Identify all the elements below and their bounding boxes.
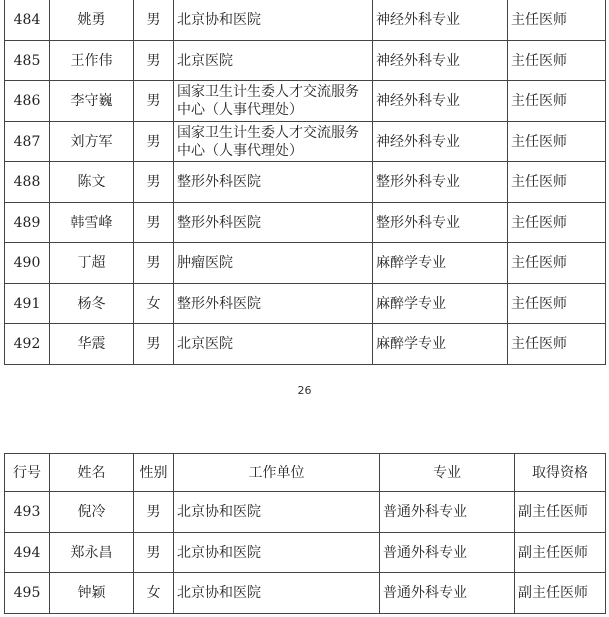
major-cell: 神经外科专业 bbox=[373, 41, 508, 81]
major-cell: 整形外科专业 bbox=[373, 162, 508, 203]
row-number-cell: 488 bbox=[5, 162, 50, 203]
work-unit-cell: 北京协和医院 bbox=[174, 573, 380, 614]
table-row bbox=[5, 162, 606, 203]
gender-cell: 女 bbox=[134, 573, 174, 614]
table-row bbox=[5, 533, 606, 573]
row-number-cell: 491 bbox=[5, 284, 50, 324]
header-gender: 性别 bbox=[134, 454, 174, 492]
person-name-cell: 郑永昌 bbox=[50, 533, 134, 573]
gender-cell: 男 bbox=[134, 243, 174, 284]
qualification-table-page1 bbox=[4, 0, 606, 365]
qualification-cell: 主任医师 bbox=[508, 0, 606, 41]
row-number-cell: 489 bbox=[5, 203, 50, 243]
row-number-cell: 495 bbox=[5, 573, 50, 614]
gender-cell: 男 bbox=[134, 81, 174, 122]
person-name-cell: 钟颖 bbox=[50, 573, 134, 614]
table-row bbox=[5, 81, 606, 122]
header-unit: 工作单位 bbox=[174, 454, 380, 492]
gender-cell: 男 bbox=[134, 122, 174, 162]
work-unit-cell: 北京协和医院 bbox=[174, 0, 373, 41]
major-cell: 神经外科专业 bbox=[373, 0, 508, 41]
gender-cell: 男 bbox=[134, 0, 174, 41]
table-row bbox=[5, 492, 606, 533]
table-row bbox=[5, 122, 606, 162]
header-major: 专业 bbox=[380, 454, 515, 492]
major-cell: 麻醉学专业 bbox=[373, 324, 508, 365]
gender-cell: 男 bbox=[134, 492, 174, 533]
qualification-cell: 主任医师 bbox=[508, 324, 606, 365]
work-unit-cell: 整形外科医院 bbox=[174, 203, 373, 243]
major-cell: 整形外科专业 bbox=[373, 203, 508, 243]
qualification-cell: 主任医师 bbox=[508, 284, 606, 324]
person-name-cell: 陈文 bbox=[50, 162, 134, 203]
table-body bbox=[5, 0, 606, 365]
qualification-table-page2 bbox=[4, 453, 606, 614]
row-number-cell: 487 bbox=[5, 122, 50, 162]
major-cell: 普通外科专业 bbox=[380, 573, 515, 614]
gender-cell: 男 bbox=[134, 203, 174, 243]
major-cell: 神经外科专业 bbox=[373, 81, 508, 122]
gender-cell: 女 bbox=[134, 284, 174, 324]
work-unit-cell: 北京医院 bbox=[174, 324, 373, 365]
header-name: 姓名 bbox=[50, 454, 134, 492]
row-number-cell: 486 bbox=[5, 81, 50, 122]
gender-cell: 男 bbox=[134, 324, 174, 365]
major-cell: 普通外科专业 bbox=[380, 492, 515, 533]
qualification-cell: 副主任医师 bbox=[515, 573, 606, 614]
major-cell: 麻醉学专业 bbox=[373, 284, 508, 324]
qualification-cell: 主任医师 bbox=[508, 243, 606, 284]
qualification-cell: 主任医师 bbox=[508, 122, 606, 162]
gender-cell: 男 bbox=[134, 41, 174, 81]
work-unit-cell: 北京医院 bbox=[174, 41, 373, 81]
major-cell: 神经外科专业 bbox=[373, 122, 508, 162]
work-unit-cell: 北京协和医院 bbox=[174, 492, 380, 533]
gender-cell: 男 bbox=[134, 162, 174, 203]
person-name-cell: 刘方军 bbox=[50, 122, 134, 162]
person-name-cell: 王作伟 bbox=[50, 41, 134, 81]
row-number-cell: 493 bbox=[5, 492, 50, 533]
row-number-cell: 492 bbox=[5, 324, 50, 365]
person-name-cell: 韩雪峰 bbox=[50, 203, 134, 243]
person-name-cell: 倪冷 bbox=[50, 492, 134, 533]
work-unit-cell: 整形外科医院 bbox=[174, 284, 373, 324]
qualification-cell: 副主任医师 bbox=[515, 492, 606, 533]
table-body bbox=[5, 492, 606, 614]
major-cell: 麻醉学专业 bbox=[373, 243, 508, 284]
work-unit-cell: 北京协和医院 bbox=[174, 533, 380, 573]
table-row bbox=[5, 203, 606, 243]
table-row bbox=[5, 284, 606, 324]
qualification-cell: 主任医师 bbox=[508, 81, 606, 122]
header-row-no: 行号 bbox=[5, 454, 50, 492]
person-name-cell: 丁超 bbox=[50, 243, 134, 284]
work-unit-cell: 国家卫生计生委人才交流服务中心（人事代理处） bbox=[174, 122, 373, 162]
gender-cell: 男 bbox=[134, 533, 174, 573]
table-header bbox=[5, 454, 606, 492]
major-cell: 普通外科专业 bbox=[380, 533, 515, 573]
work-unit-cell: 国家卫生计生委人才交流服务中心（人事代理处） bbox=[174, 81, 373, 122]
row-number-cell: 490 bbox=[5, 243, 50, 284]
row-number-cell: 494 bbox=[5, 533, 50, 573]
work-unit-cell: 整形外科医院 bbox=[174, 162, 373, 203]
person-name-cell: 姚勇 bbox=[50, 0, 134, 41]
person-name-cell: 华震 bbox=[50, 324, 134, 365]
table-row bbox=[5, 0, 606, 41]
table-row bbox=[5, 243, 606, 284]
person-name-cell: 李守巍 bbox=[50, 81, 134, 122]
qualification-cell: 主任医师 bbox=[508, 162, 606, 203]
page-number: 26 bbox=[297, 384, 312, 397]
person-name-cell: 杨冬 bbox=[50, 284, 134, 324]
row-number-cell: 484 bbox=[5, 0, 50, 41]
row-number-cell: 485 bbox=[5, 41, 50, 81]
header-qualification: 取得资格 bbox=[515, 454, 606, 492]
table-row bbox=[5, 324, 606, 365]
table-row bbox=[5, 573, 606, 614]
qualification-cell: 主任医师 bbox=[508, 41, 606, 81]
table-row bbox=[5, 41, 606, 81]
work-unit-cell: 肿瘤医院 bbox=[174, 243, 373, 284]
qualification-cell: 主任医师 bbox=[508, 203, 606, 243]
qualification-cell: 副主任医师 bbox=[515, 533, 606, 573]
